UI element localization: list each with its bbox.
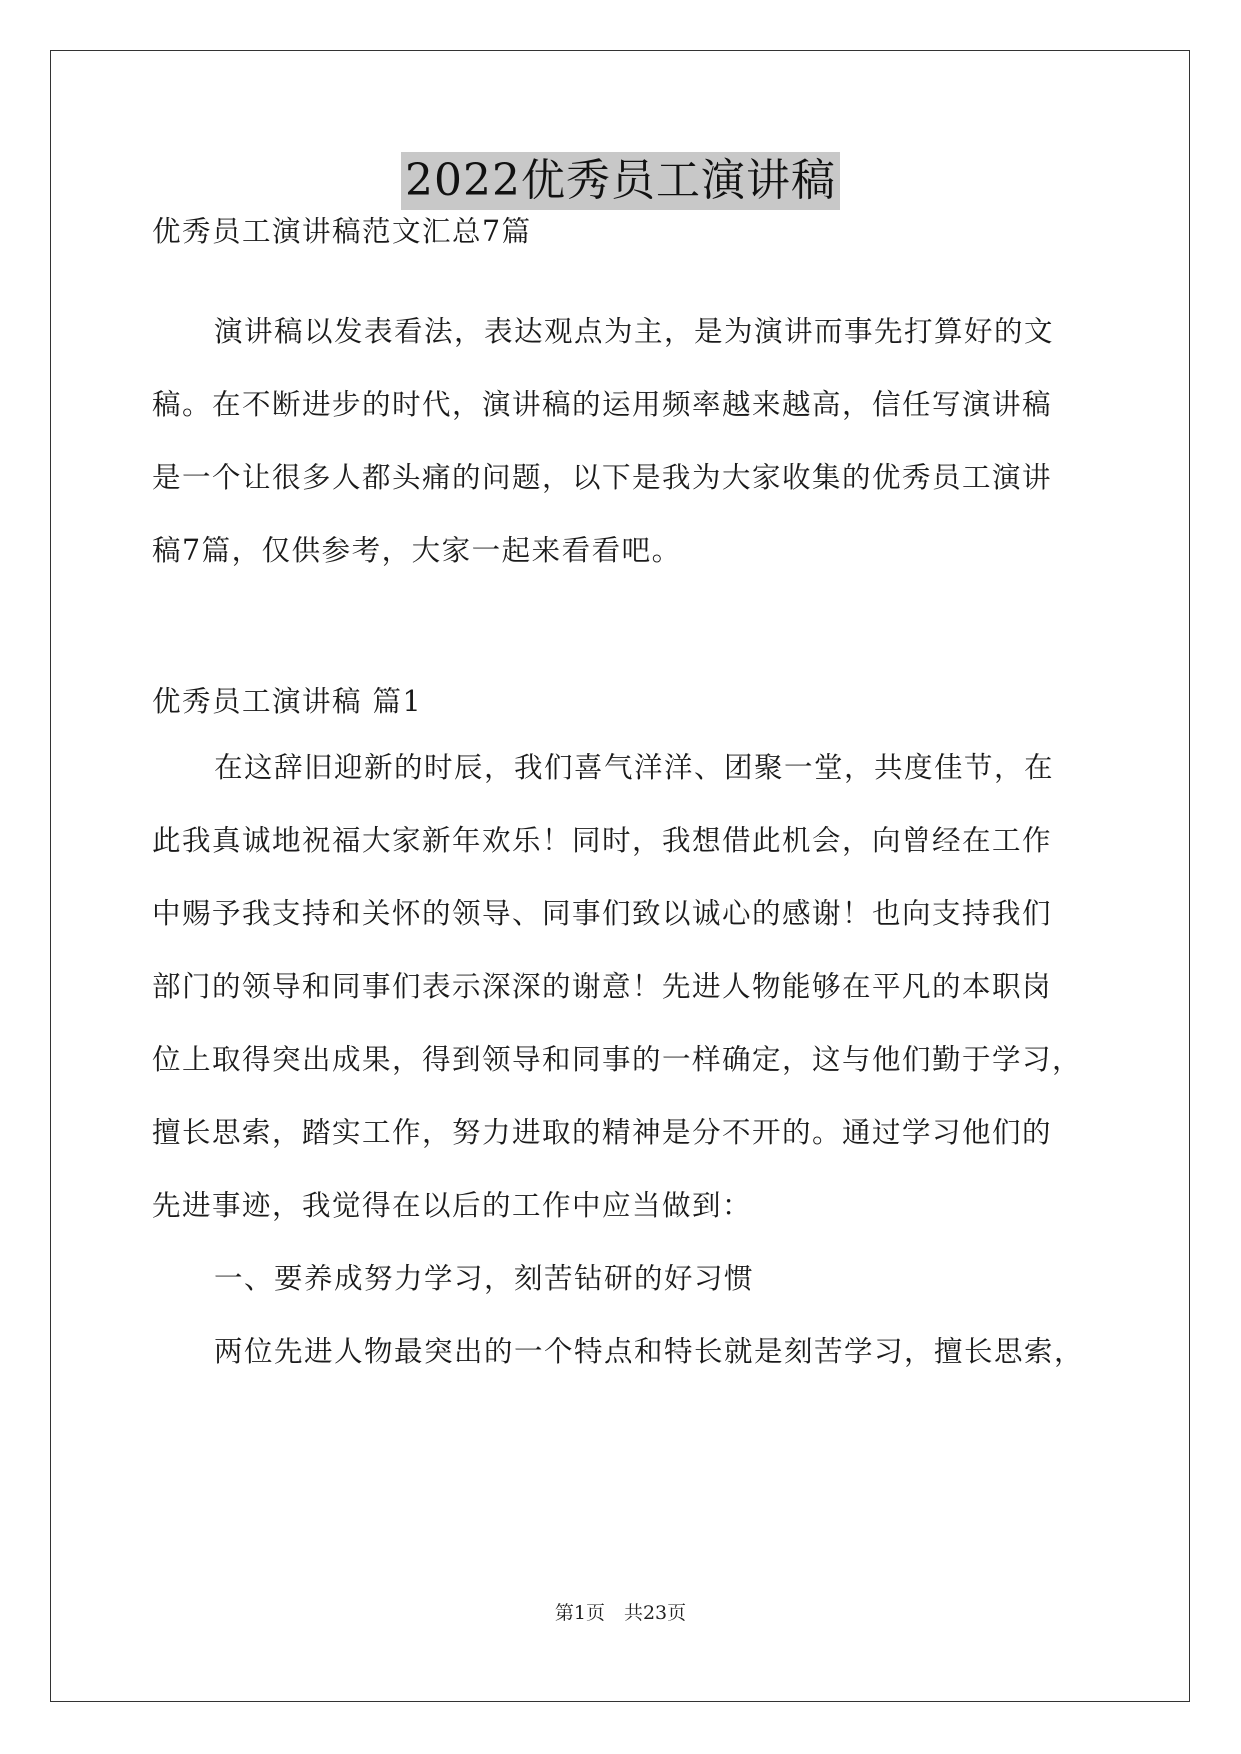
body-line-1: 在这辞旧迎新的时辰，我们喜气洋洋、团聚一堂，共度佳节，在 [214, 751, 1055, 784]
body-line-2: 此我真诚地祝福大家新年欢乐！同时，我想借此机会，向曾经在工作 [152, 824, 1053, 857]
title-wrap [0, 152, 1241, 210]
point-heading-1: 一、要养成努力学习，刻苦钻研的好习惯 [214, 1262, 755, 1295]
section-heading: 优秀员工演讲稿 篇1 [152, 685, 423, 718]
intro-line-1: 演讲稿以发表看法，表达观点为主，是为演讲而事先打算好的文 [214, 315, 1055, 348]
document-subtitle: 优秀员工演讲稿范文汇总7篇 [152, 215, 532, 248]
page-number-label: 第1页 共23页 [554, 1602, 687, 1624]
intro-line-2: 稿。在不断进步的时代，演讲稿的运用频率越来越高，信任写演讲稿 [152, 388, 1053, 421]
body-line-3: 中赐予我支持和关怀的领导、同事们致以诚心的感谢！也向支持我们 [152, 897, 1053, 930]
page-footer [0, 1600, 1241, 1626]
intro-line-4: 稿7篇，仅供参考，大家一起来看看吧。 [152, 534, 682, 567]
body-line-4: 部门的领导和同事们表示深深的谢意！先进人物能够在平凡的本职岗 [152, 970, 1053, 1003]
body-line-6: 擅长思索，踏实工作，努力进取的精神是分不开的。通过学习他们的 [152, 1116, 1053, 1149]
body-line-7: 先进事迹，我觉得在以后的工作中应当做到： [152, 1189, 753, 1222]
intro-line-3: 是一个让很多人都头痛的问题，以下是我为大家收集的优秀员工演讲 [152, 461, 1053, 494]
point-text-1: 两位先进人物最突出的一个特点和特长就是刻苦学习，擅长思索， [214, 1335, 1085, 1368]
body-line-5: 位上取得突出成果，得到领导和同事的一样确定，这与他们勤于学习， [152, 1043, 1083, 1076]
document-title: 2022优秀员工演讲稿 [401, 152, 840, 210]
page-border [50, 50, 1190, 1702]
